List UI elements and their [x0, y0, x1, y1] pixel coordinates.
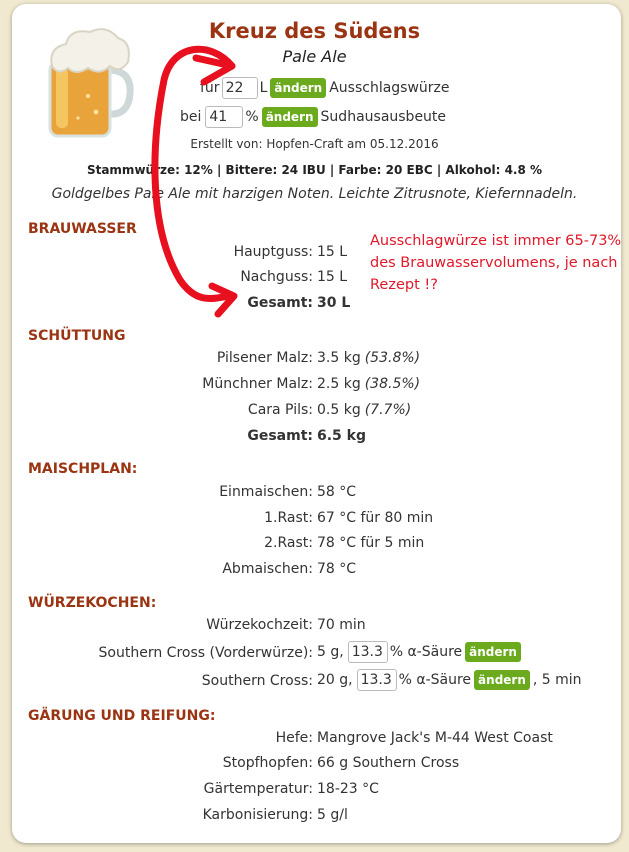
volume-unit: L	[259, 80, 268, 96]
ferment-label: Karbonisierung:	[202, 807, 313, 823]
efficiency-control	[180, 106, 446, 128]
hop-addition-label: Southern Cross (Vorderwürze):	[98, 645, 313, 661]
nachguss-value: 15 L	[317, 269, 348, 285]
mash-step-label: 2.Rast:	[264, 535, 313, 551]
hop-addition-label: Southern Cross:	[201, 673, 313, 689]
mash-step-value: 78 °C für 5 min	[317, 535, 425, 551]
mash-step-value: 67 °C für 80 min	[317, 510, 434, 526]
boil-time-label: Würzekochzeit:	[206, 617, 313, 633]
boil-time-value: 70 min	[317, 617, 366, 633]
efficiency-prefix: bei	[180, 109, 202, 125]
gaerung-heading: GÄRUNG UND REIFUNG:	[28, 708, 216, 724]
schuettung-heading: SCHÜTTUNG	[28, 328, 126, 344]
maischplan-heading: MAISCHPLAN:	[28, 461, 138, 477]
malt-row-value: 3.5 kg (53.8%)	[317, 350, 421, 366]
nachguss-label: Nachguss:	[240, 269, 313, 285]
volume-label: Ausschlagswürze	[329, 80, 450, 96]
ferment-value: 18-23 °C	[317, 781, 379, 797]
alpha-acid-input[interactable]	[357, 669, 397, 691]
ferment-value: 66 g Southern Cross	[317, 755, 460, 771]
volume-control	[200, 77, 450, 99]
ferment-value: 5 g/l	[317, 807, 348, 823]
malt-row-percent: (38.5%)	[364, 376, 421, 392]
malt-row-percent: (53.8%)	[364, 350, 421, 366]
schuettung-total-label: Gesamt:	[247, 428, 313, 444]
alpha-change-button[interactable]: ändern	[474, 670, 530, 690]
ferment-label: Gärtemperatur:	[203, 781, 313, 797]
hop-addition-value: 20 g, 13.3 % α-Säure ändern , 5 min	[317, 669, 582, 691]
schuettung-total-value: 6.5 kg	[317, 428, 367, 444]
brauwasser-heading: BRAUWASSER	[28, 221, 137, 237]
malt-row-label: Cara Pils:	[247, 402, 313, 418]
ferment-value: Mangrove Jack's M-44 West Coast	[317, 730, 553, 746]
mash-step-label: Einmaischen:	[219, 484, 313, 500]
recipe-title: Kreuz des Südens	[208, 19, 421, 43]
wuerzekochen-heading: WÜRZEKOCHEN:	[28, 595, 157, 611]
ferment-label: Stopfhopfen:	[222, 755, 313, 771]
recipe-style: Pale Ale	[282, 47, 347, 66]
volume-input[interactable]	[222, 77, 258, 99]
recipe-description: Goldgelbes Pale Ale mit harzigen Noten. Leichte Zitrusnote, Kiefernnadeln.	[51, 186, 578, 202]
brauwasser-total-label: Gesamt:	[247, 295, 313, 311]
efficiency-label: Sudhausausbeute	[320, 109, 447, 125]
recipe-stats: Stammwürze: 12% | Bittere: 24 IBU | Farbe: 20 EBC | Alkohol: 4.8 %	[86, 163, 543, 177]
alpha-acid-input[interactable]	[348, 641, 388, 663]
annotation-note: Ausschlagwürze ist immer 65-73% des Brauwasservolumens, je nach Rezept !?	[370, 233, 622, 293]
volume-prefix: für	[200, 80, 220, 96]
malt-row-value: 0.5 kg (7.7%)	[317, 402, 412, 418]
hauptguss-label: Hauptguss:	[233, 244, 313, 260]
brauwasser-total-value: 30 L	[317, 295, 351, 311]
efficiency-change-button[interactable]: ändern	[262, 107, 318, 127]
efficiency-input[interactable]	[205, 106, 243, 128]
malt-row-label: Münchner Malz:	[202, 376, 313, 392]
mash-step-value: 78 °C	[317, 561, 357, 577]
mash-step-label: Abmaischen:	[222, 561, 313, 577]
efficiency-unit: %	[245, 109, 259, 125]
mash-step-value: 58 °C	[317, 484, 357, 500]
ferment-label: Hefe:	[275, 730, 313, 746]
malt-row-percent: (7.7%)	[364, 402, 412, 418]
created-by: Erstellt von: Hopfen-Craft am 05.12.2016	[190, 137, 439, 151]
hauptguss-value: 15 L	[317, 244, 348, 260]
volume-change-button[interactable]: ändern	[270, 78, 326, 98]
hop-addition-value: 5 g, 13.3 % α-Säure ändern	[317, 641, 524, 663]
alpha-change-button[interactable]: ändern	[465, 642, 521, 662]
malt-row-label: Pilsener Malz:	[216, 350, 313, 366]
mash-step-label: 1.Rast:	[264, 510, 313, 526]
malt-row-value: 2.5 kg (38.5%)	[317, 376, 421, 392]
